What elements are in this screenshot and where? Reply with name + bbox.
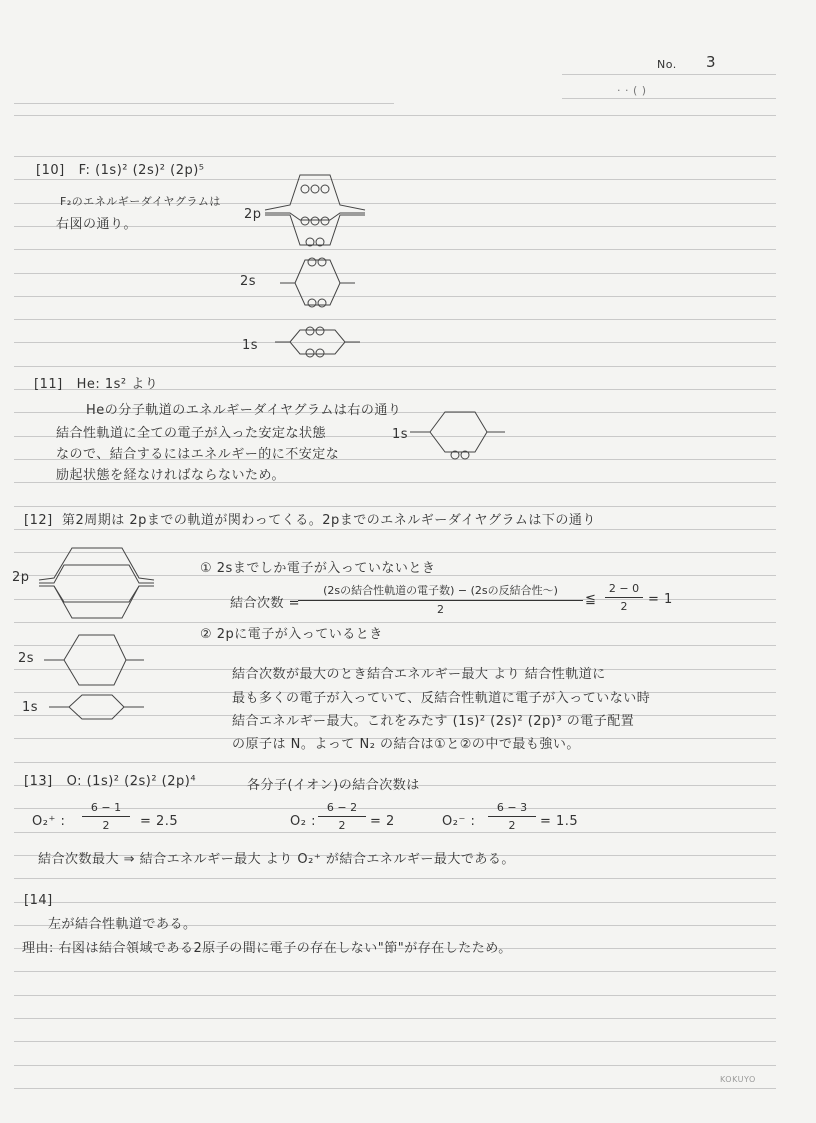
q13-ion-3-denominator: 2	[508, 819, 516, 832]
q12-number: [12]	[24, 513, 53, 528]
q13-ion-3-numerator: 6 − 3	[496, 801, 528, 814]
ruled-line	[14, 878, 776, 879]
q13-ion-2-numerator: 6 − 2	[326, 801, 358, 814]
q11-text-2: 結合性軌道に全ての電子が入った安定な状態	[56, 426, 327, 441]
ruled-line	[14, 971, 776, 972]
ruled-line	[14, 1041, 776, 1042]
q14-answer: 左が結合性軌道である。	[48, 917, 197, 932]
ruled-line	[14, 1065, 776, 1066]
q13-ion-1-numerator: 6 − 1	[90, 801, 122, 814]
q13-ion-1-fraction	[82, 801, 130, 832]
q10-header	[36, 163, 205, 178]
q10-number: [10]	[36, 163, 65, 178]
q10-level-1s: 1s	[242, 338, 259, 353]
ruled-line	[14, 762, 776, 763]
ruled-line	[14, 296, 776, 297]
ruled-line	[14, 156, 776, 157]
q12-level-1s: 1s	[22, 700, 39, 715]
q12-conclusion-1: 結合次数が最大のとき結合エネルギー最大 より 結合性軌道に	[232, 667, 606, 682]
q12-result-denominator: 2	[620, 600, 628, 613]
q11-text-4: 励起状態を経なければならないため。	[56, 468, 285, 483]
q10-text-2: 右図の通り。	[56, 217, 138, 232]
q12-fraction-denominator: 2	[437, 603, 444, 616]
page-number-label: No.	[657, 58, 677, 71]
header-line	[14, 115, 776, 116]
ruled-line	[14, 249, 776, 250]
ruled-line	[14, 995, 776, 996]
q13-ion-2-label: O₂ :	[290, 814, 316, 829]
ruled-line	[14, 902, 776, 903]
q13-intro: 各分子(イオン)の結合次数は	[247, 778, 420, 793]
q12-bond-order-fraction	[298, 582, 583, 616]
q13-config: O: (1s)² (2s)² (2p)⁴	[66, 774, 197, 789]
q12-leq: ≦	[585, 592, 597, 607]
q12-intro: 第2周期は 2pまでの軌道が関わってくる。2pまでのエネルギーダイヤグラムは下の通り	[61, 513, 596, 528]
ruled-line	[14, 273, 776, 274]
page-number: 3	[706, 53, 717, 71]
q12-result-numerator: 2 − 0	[608, 582, 640, 595]
q11-number: [11]	[34, 377, 63, 392]
q10-level-2s: 2s	[240, 274, 257, 289]
ruled-line	[14, 832, 776, 833]
q14-number: [14]	[24, 893, 53, 908]
ruled-line	[14, 366, 776, 367]
ruled-line	[14, 1018, 776, 1019]
q12-level-2p: 2p	[12, 570, 30, 585]
q11-header	[34, 373, 158, 392]
ruled-line	[14, 529, 776, 530]
q12-result-fraction	[605, 582, 643, 613]
q13-ion-2-fraction	[318, 801, 366, 832]
q12-bond-order-label: 結合次数 =	[230, 596, 301, 611]
q11-config: He: 1s² より	[76, 377, 159, 392]
q13-ion-2-denominator: 2	[338, 819, 346, 832]
q13-conclusion: 結合次数最大 ⇒ 結合エネルギー最大 より O₂⁺ が結合エネルギー最大である。	[38, 852, 515, 867]
date-field: · · ( )	[617, 84, 647, 97]
header-line	[562, 98, 776, 99]
q13-ion-3-label: O₂⁻ :	[442, 814, 476, 829]
header-line	[562, 74, 776, 75]
q12-header	[24, 509, 596, 528]
q13-ion-1-value: = 2.5	[140, 814, 179, 829]
q10-text-1: F₂のエネルギーダイヤグラムは	[60, 195, 221, 208]
q13-ion-2-value: = 2	[370, 814, 395, 829]
q10-energy-diagram	[260, 165, 370, 365]
q11-text-3: なので、結合するにはエネルギー的に不安定な	[56, 447, 340, 462]
q13-ion-1-label: O₂⁺ :	[32, 814, 66, 829]
q11-text-1: Heの分子軌道のエネルギーダイヤグラムは右の通り	[86, 403, 402, 418]
ruled-line	[14, 506, 776, 507]
ruled-line	[14, 342, 776, 343]
q13-ion-1-denominator: 2	[102, 819, 110, 832]
q11-energy-diagram	[405, 400, 505, 470]
q13-ion-3-fraction	[488, 801, 536, 832]
q12-result: = 1	[648, 592, 673, 607]
q12-conclusion-2: 最も多くの電子が入っていて、反結合性軌道に電子が入っていない時	[232, 691, 651, 706]
q11-level-1s: 1s	[392, 427, 409, 442]
q12-energy-diagram	[34, 540, 164, 730]
q12-case-2: ② 2pに電子が入っているとき	[200, 627, 383, 642]
q12-conclusion-3: 結合エネルギー最大。これをみたす (1s)² (2s)² (2p)³ の電子配置	[232, 714, 635, 729]
q12-case-1: ① 2sまでしか電子が入っていないとき	[200, 561, 436, 576]
ruled-line	[14, 179, 776, 180]
ruled-line	[14, 319, 776, 320]
ruled-line	[14, 1088, 776, 1089]
q12-conclusion-4: の原子は N。よって N₂ の結合は①と②の中で最も強い。	[232, 737, 580, 752]
page-footer: KOKUYO	[720, 1075, 756, 1084]
q10-level-2p: 2p	[244, 207, 262, 222]
q12-fraction-numerator: (2sの結合性軌道の電子数) − (2sの反結合性〜)	[323, 584, 558, 597]
q14-reason: 理由: 右図は結合領域である2原子の間に電子の存在しない"節"が存在したため。	[22, 941, 512, 956]
q13-number: [13]	[24, 774, 53, 789]
q13-ion-3-value: = 1.5	[540, 814, 579, 829]
q12-level-2s: 2s	[18, 651, 35, 666]
header-line	[14, 103, 394, 104]
q13-header	[24, 774, 196, 789]
q10-config: F: (1s)² (2s)² (2p)⁵	[78, 163, 205, 178]
